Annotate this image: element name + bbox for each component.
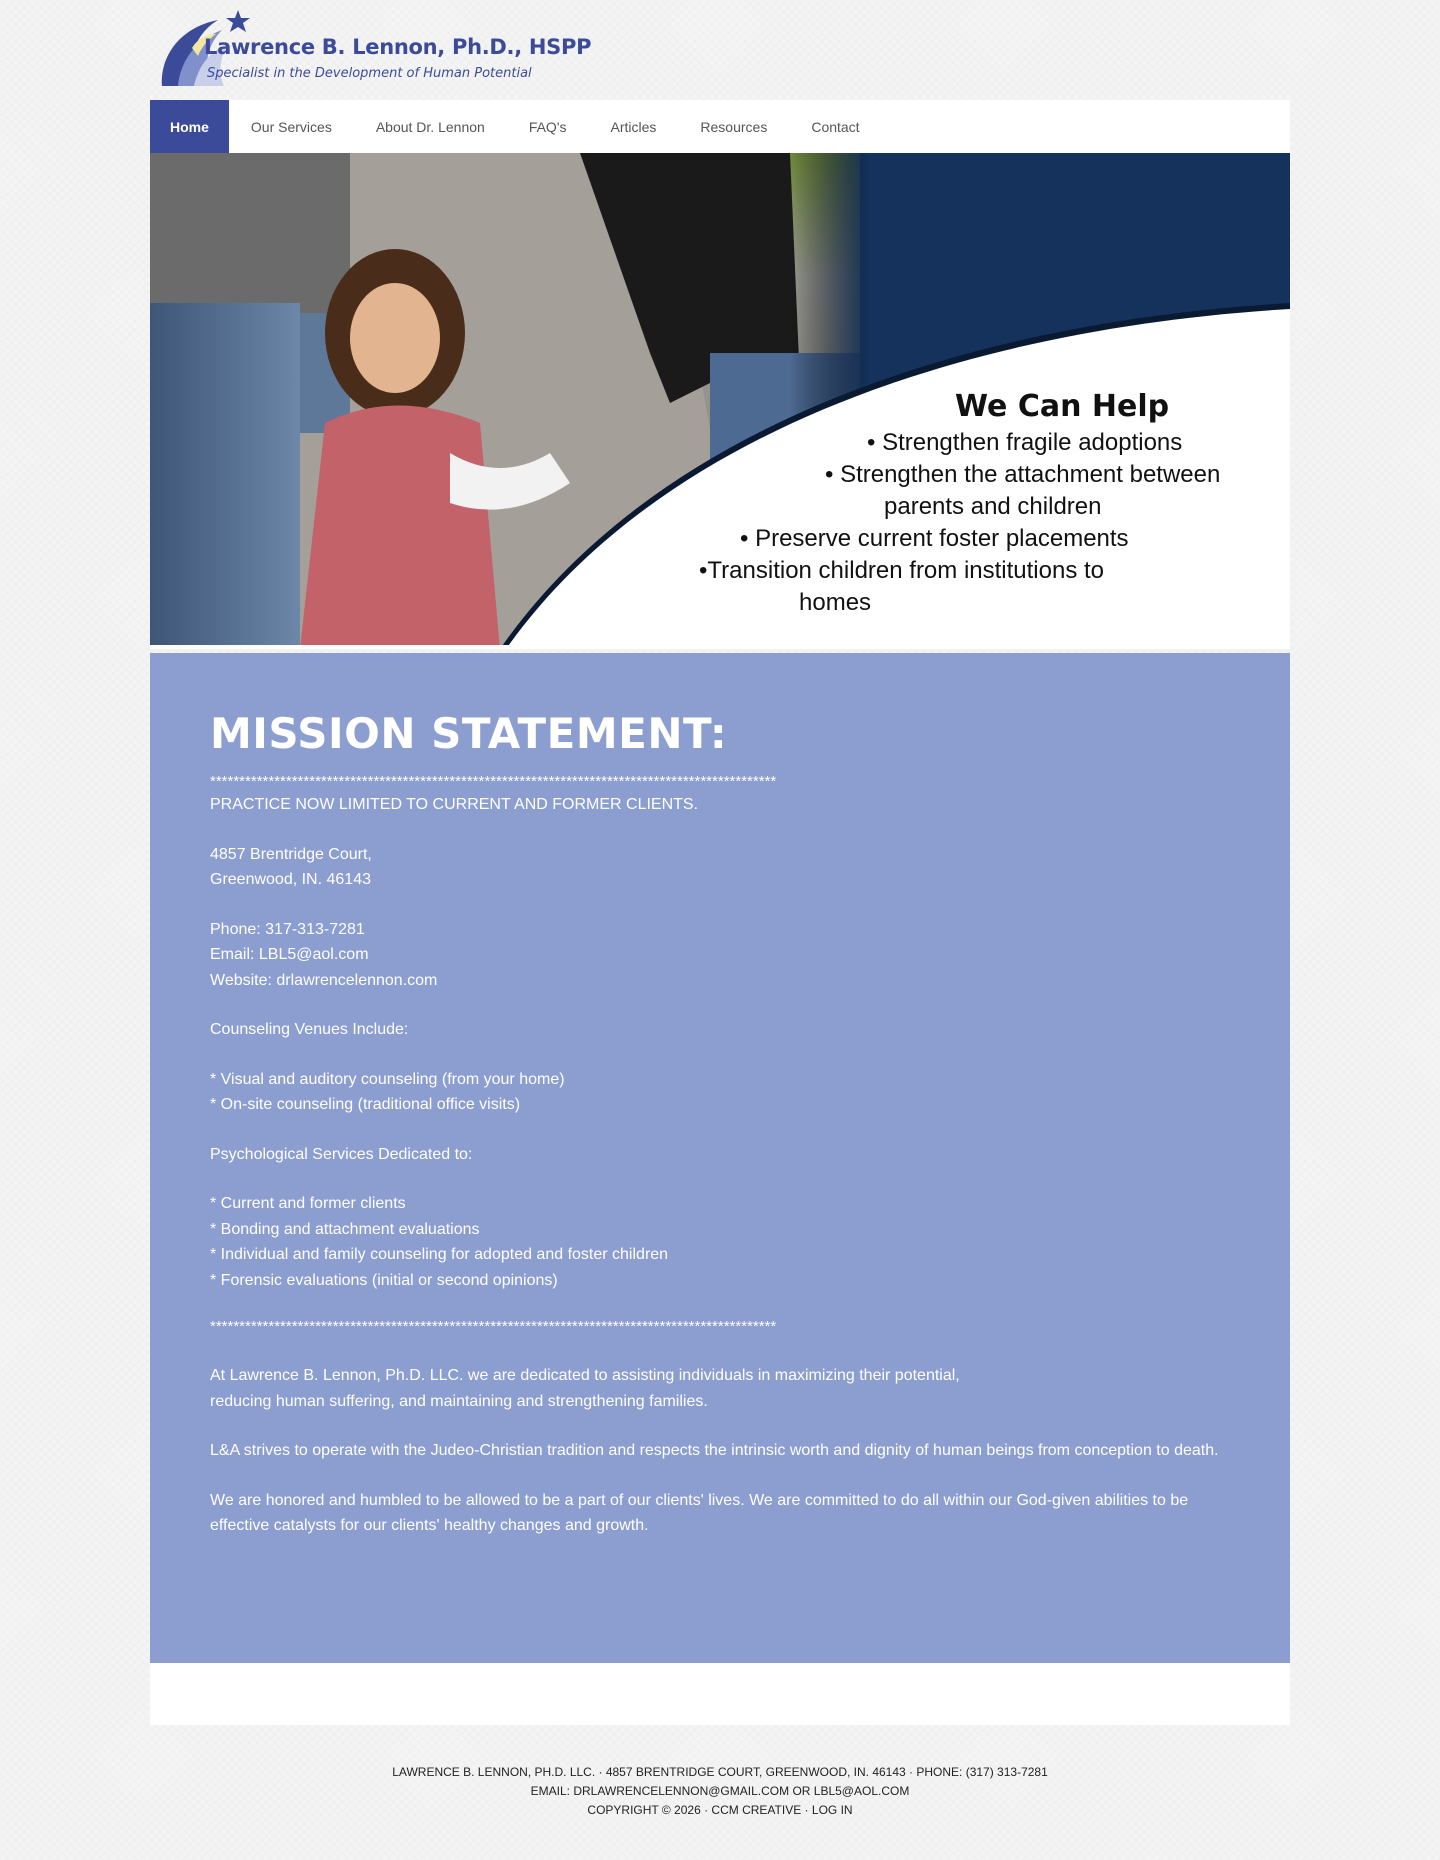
footer-phone-link[interactable]: (317) 313-7281	[965, 1765, 1048, 1779]
content-bottom-strip	[150, 1663, 1290, 1725]
footer-line2	[0, 1782, 1440, 1801]
address-line2: Greenwood, IN. 46143	[210, 871, 371, 888]
list-item: * Bonding and attachment evaluations	[210, 1220, 480, 1238]
mission-paragraph: We are honored and humbled to be allowed to be a part of our clients' lives. We are committed to do all within our God-given abilities to be effective catalysts for our clients' healthy changes and growth.	[210, 1491, 1189, 1534]
nav-home[interactable]: Home	[150, 100, 229, 153]
list-item: * On-site counseling (traditional office visits)	[210, 1096, 521, 1113]
email: Email: LBL5@aol.com	[210, 946, 369, 963]
list-item: * Current and former clients	[210, 1195, 406, 1212]
footer-or: OR	[789, 1784, 814, 1798]
nav-about[interactable]: About Dr. Lennon	[375, 118, 485, 135]
hero-item: homes	[799, 589, 872, 616]
site-tagline: Specialist in the Development of Human Potential	[207, 66, 532, 81]
footer-dot: ·	[801, 1803, 812, 1817]
mission-content	[150, 653, 1290, 1663]
main-nav	[150, 100, 1290, 153]
hero-item: parents and children	[884, 493, 1102, 520]
paragraph-line: At Lawrence B. Lennon, Ph.D. LLC. we are dedicated to assisting individuals in maximizing their potential,	[210, 1367, 960, 1384]
list-item: * Individual and family counseling for adopted and foster children	[210, 1246, 669, 1263]
site-logo[interactable]	[158, 8, 592, 92]
footer-login-link[interactable]: LOG IN	[811, 1803, 853, 1817]
hero-item: • Strengthen fragile adoptions	[867, 429, 1183, 456]
list-item: * Forensic evaluations (initial or second opinions)	[210, 1271, 558, 1289]
nav-articles[interactable]: Articles	[610, 118, 657, 135]
hero-title: We Can Help	[955, 389, 1170, 424]
nav-contact[interactable]: Contact	[811, 118, 860, 135]
footer-email-link[interactable]: DRLAWRENCELENNON@GMAIL.COM	[573, 1784, 790, 1798]
site-title[interactable]: Lawrence B. Lennon, Ph.D., HSPP	[204, 35, 592, 59]
hero-photo	[150, 153, 1290, 649]
footer-line1	[0, 1763, 1440, 1782]
website: Website: drlawrencelennon.com	[210, 971, 438, 989]
site-footer	[0, 1763, 1440, 1820]
footer-email-link-2[interactable]: LBL5@AOL.COM	[813, 1784, 910, 1798]
hero-banner	[150, 153, 1290, 649]
nav-our-services[interactable]: Our Services	[250, 118, 332, 135]
footer-email-label: EMAIL:	[530, 1784, 574, 1798]
footer-ccm-link[interactable]: CCM CREATIVE	[711, 1803, 802, 1817]
nav-faqs[interactable]: FAQ's	[528, 118, 567, 135]
mission-title: MISSION STATEMENT:	[210, 709, 728, 758]
phone: Phone: 317-313-7281	[210, 920, 365, 938]
hero-item: • Strengthen the attachment between	[825, 461, 1221, 488]
star-divider: *************************************************************************************************	[210, 773, 777, 790]
nav-resources[interactable]: Resources	[700, 118, 768, 135]
hero-item: • Preserve current foster placements	[740, 525, 1129, 552]
list-item: * Visual and auditory counseling (from your home)	[210, 1070, 565, 1088]
practice-notice: PRACTICE NOW LIMITED TO CURRENT AND FORMER CLIENTS.	[210, 796, 699, 813]
services-heading: Psychological Services Dedicated to:	[210, 1145, 473, 1163]
footer-copyright: COPYRIGHT © 2026 ·	[587, 1803, 712, 1817]
star-divider: *************************************************************************************************	[210, 1318, 777, 1335]
site-header	[150, 0, 1290, 100]
paragraph-line: reducing human suffering, and maintaining and strengthening families.	[210, 1392, 708, 1410]
venues-heading: Counseling Venues Include:	[210, 1021, 409, 1038]
address-line1: 4857 Brentridge Court,	[210, 845, 372, 863]
mission-paragraph: L&A strives to operate with the Judeo-Christian tradition and respects the intrinsic worth and dignity of human beings from conception to death.	[210, 1442, 1219, 1459]
footer-line3	[0, 1801, 1440, 1820]
footer-address: LAWRENCE B. LENNON, PH.D. LLC. · 4857 BRENTRIDGE COURT, GREENWOOD, IN. 46143 · PHONE:	[392, 1765, 966, 1779]
mission-paragraph	[210, 1363, 1230, 1414]
hero-item: •Transition children from institutions to	[699, 557, 1105, 584]
